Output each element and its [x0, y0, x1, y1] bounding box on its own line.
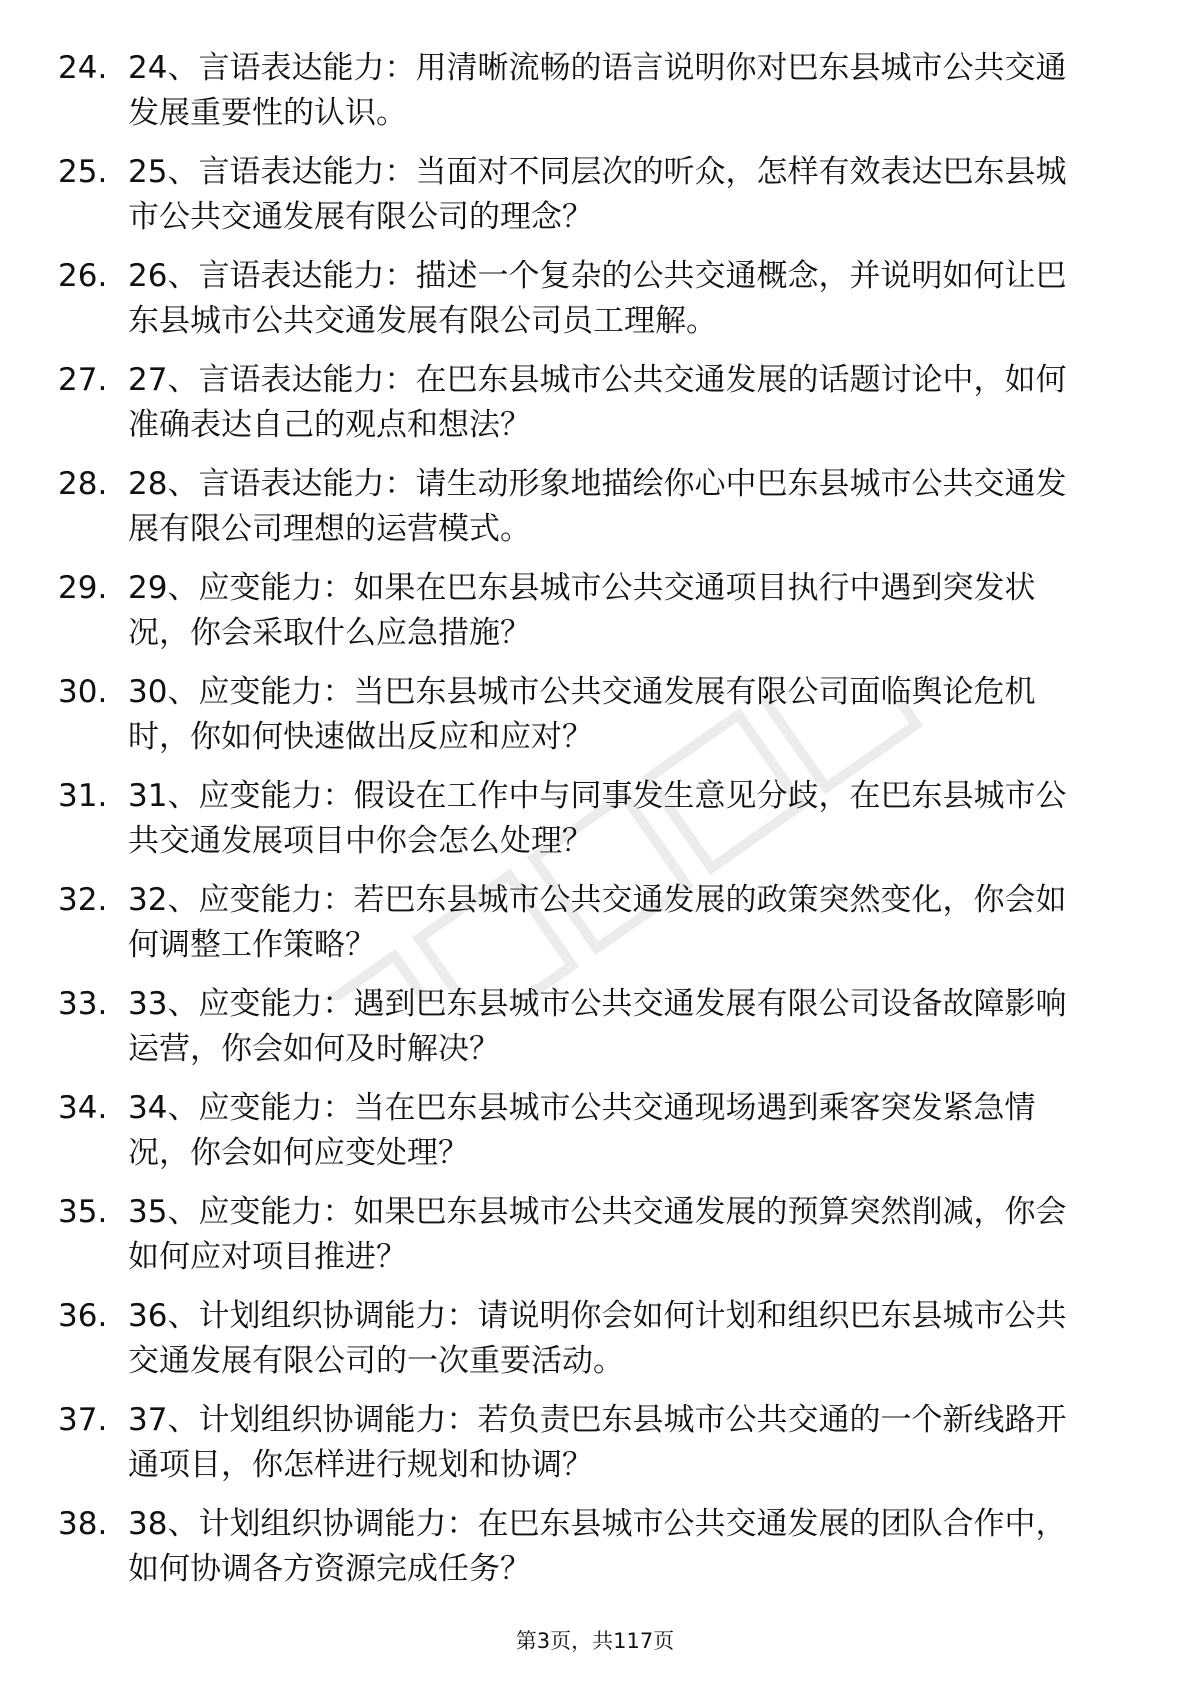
question-number: 30.	[58, 674, 108, 710]
question-item	[0, 878, 1190, 968]
question-item	[0, 982, 1190, 1072]
question-item	[0, 46, 1190, 136]
question-item	[0, 150, 1190, 240]
question-text: 24、言语表达能力：用清晰流畅的语言说明你对巴东县城市公共交通发展重要性的认识。	[128, 50, 1067, 131]
question-number: 26.	[58, 258, 108, 294]
question-text: 30、应变能力：当巴东县城市公共交通发展有限公司面临舆论危机时，你如何快速做出反应和应对？	[128, 674, 1036, 755]
question-item	[0, 1502, 1190, 1592]
question-text: 38、计划组织协调能力：在巴东县城市公共交通发展的团队合作中，如何协调各方资源完成任务？	[128, 1506, 1067, 1587]
question-item	[0, 774, 1190, 864]
page-footer: 第3页，共117页	[515, 1629, 675, 1653]
question-number: 32.	[58, 882, 108, 918]
question-number: 38.	[58, 1506, 108, 1542]
question-number: 37.	[58, 1402, 108, 1438]
question-text: 28、言语表达能力：请生动形象地描绘你心中巴东县城市公共交通发展有限公司理想的运营模式。	[128, 466, 1067, 547]
question-item	[0, 1294, 1190, 1384]
question-number: 29.	[58, 570, 108, 606]
question-number: 25.	[58, 154, 108, 190]
question-number: 31.	[58, 778, 108, 814]
question-list	[0, 46, 1190, 1606]
question-item	[0, 1086, 1190, 1176]
question-text: 29、应变能力：如果在巴东县城市公共交通项目执行中遇到突发状况，你会采取什么应急措施？	[128, 570, 1036, 651]
question-text: 26、言语表达能力：描述一个复杂的公共交通概念，并说明如何让巴东县城市公共交通发展有限公司员工理解。	[128, 258, 1067, 339]
question-number: 36.	[58, 1298, 108, 1334]
question-text: 25、言语表达能力：当面对不同层次的听众，怎样有效表达巴东县城市公共交通发展有限公司的理念？	[128, 154, 1067, 235]
question-item	[0, 566, 1190, 656]
question-text: 36、计划组织协调能力：请说明你会如何计划和组织巴东县城市公共交通发展有限公司的一次重要活动。	[128, 1298, 1067, 1379]
question-text: 35、应变能力：如果巴东县城市公共交通发展的预算突然削减，你会如何应对项目推进？	[128, 1194, 1067, 1275]
question-number: 35.	[58, 1194, 108, 1230]
question-item	[0, 1398, 1190, 1488]
question-number: 33.	[58, 986, 108, 1022]
question-number: 24.	[58, 50, 108, 86]
question-item	[0, 358, 1190, 448]
question-text: 33、应变能力：遇到巴东县城市公共交通发展有限公司设备故障影响运营，你会如何及时解决？	[128, 986, 1067, 1067]
question-number: 34.	[58, 1090, 108, 1126]
question-text: 34、应变能力：当在巴东县城市公共交通现场遇到乘客突发紧急情况，你会如何应变处理？	[128, 1090, 1036, 1171]
question-item	[0, 1190, 1190, 1280]
question-text: 32、应变能力：若巴东县城市公共交通发展的政策突然变化，你会如何调整工作策略？	[128, 882, 1067, 963]
question-text: 31、应变能力：假设在工作中与同事发生意见分歧，在巴东县城市公共交通发展项目中你会怎么处理？	[128, 778, 1067, 859]
question-item	[0, 462, 1190, 552]
question-item	[0, 670, 1190, 760]
question-text: 27、言语表达能力：在巴东县城市公共交通发展的话题讨论中，如何准确表达自己的观点和想法？	[128, 362, 1067, 443]
question-item	[0, 254, 1190, 344]
question-number: 27.	[58, 362, 108, 398]
question-number: 28.	[58, 466, 108, 502]
question-text: 37、计划组织协调能力：若负责巴东县城市公共交通的一个新线路开通项目，你怎样进行规划和协调？	[128, 1402, 1067, 1483]
